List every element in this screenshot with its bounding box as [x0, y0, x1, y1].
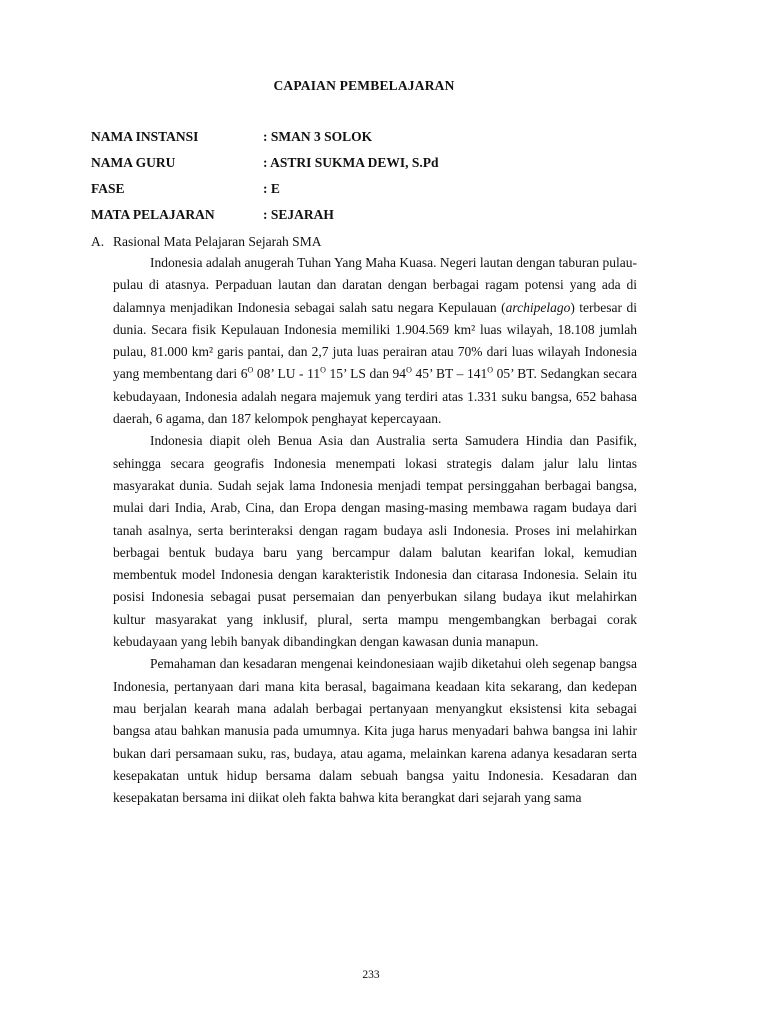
meta-row-guru: [91, 154, 651, 180]
degree-mark: O: [406, 365, 412, 375]
paragraph-1-part: 15’ LS dan 94: [325, 366, 407, 382]
degree-mark: O: [487, 365, 494, 375]
paragraph-3: Pemahaman dan kesadaran mengenai keindonesiaan wajib diketahui oleh segenap bangsa Indonesia, pertanyaan dari mana kita berasal, bagaimana keadaan kita sekarang, dan kedepan mau berjalan kearah mana adalah berbagai pertanyaan menyangkut eksistensi kita sebagai bangsa atau bahkan manusia pada umumnya. Kita juga harus menyadari bahwa bangsa ini lahir bukan dari persamaan suku, ras, budaya, atau agama, melainkan karena adanya kesadaran serta kesepakatan untuk hidup bersama dalam sebuah bangsa yaitu Indonesia. Kesadaran dan kesepakatan bersama ini diikat oleh fakta bahwa kita berangkat dari sejarah yang sama: [113, 656, 637, 806]
degree-mark: O: [247, 365, 254, 375]
meta-row-fase: [91, 180, 651, 206]
paragraph-1: [113, 252, 637, 430]
paragraph-1-part: Indonesia adalah anugerah Tuhan Yang Maha Kuasa. Negeri lautan dengan taburan pulau-pulau di atasnya. Perpaduan lautan dan daratan dengan berbagai ragam potensi yang ada di dalamnya menjadikan Indonesia sebagai salah satu negara Kepulauan (: [113, 255, 637, 315]
meta-label: FASE: [91, 181, 125, 196]
meta-label: NAMA INSTANSI: [91, 129, 199, 144]
meta-row-instansi: [91, 128, 651, 154]
body-text: [113, 252, 637, 809]
meta-value: : E: [263, 181, 280, 196]
paragraph-2: Indonesia diapit oleh Benua Asia dan Australia serta Samudera Hindia dan Pasifik, sehingga secara geografis Indonesia menempati lokasi strategis dalam jalur lalu lintas masyarakat dunia. Sudah sejak lama Indonesia menjadi tempat persinggahan berbagai bangsa, mulai dari India, Arab, Cina, dan Eropa dengan masing-masing membawa ragam budaya dari tanah asalnya, serta berinteraksi dengan ragam budaya asli Indonesia. Proses ini melahirkan berbagai bentuk budaya baru yang bercampur dalam balutan kearifan lokal, kemudian membentuk model Indonesia dengan karakteristik Indonesia dan citarasa Indonesia. Selain itu posisi Indonesia sebagai pusat persemaian dan penyerbukan silang budaya ikut melahirkan kultur masyarakat yang inklusif, plural, serta mampu mengembangkan berbagai corak kebudayaan yang lebih banyak dibandingkan dengan kawasan dunia manapun.: [113, 433, 637, 650]
meta-value: : ASTRI SUKMA DEWI, S.Pd: [263, 155, 439, 170]
identity-block: [91, 128, 651, 232]
paragraph-1-part: 05’ BT. Sedangkan secara kebudayaan, Indonesia adalah negara majemuk yang terdiri atas 1.331 suku bangsa, 652 bahasa daerah, 6 agama, dan 187 kelompok penghayat kepercayaan.: [113, 366, 637, 427]
section-title: Rasional Mata Pelajaran Sejarah SMA: [113, 234, 322, 249]
meta-label: MATA PELAJARAN: [91, 207, 215, 222]
degree-mark: O: [320, 365, 326, 375]
paragraph-1-part: 08’ LU - 11: [253, 366, 321, 382]
paragraph-1-part: ) terbesar di dunia. Secara fisik Kepulauan Indonesia memiliki 1.904.569 km² luas wilayah, 18.108 jumlah pulau, 81.000 km² garis pantai, dan 2,7 juta luas perairan atau 70% dari luas wilayah Indonesia yang membentang dari 6: [113, 299, 637, 382]
emphasis-archipelago: archipelago: [505, 299, 571, 315]
section-heading: [91, 233, 321, 251]
page-number: 233: [362, 969, 380, 981]
section-marker: A.: [91, 234, 105, 249]
meta-value: : SEJARAH: [263, 207, 334, 222]
paragraph-1-part: 45’ BT – 141: [411, 366, 488, 382]
meta-row-mapel: [91, 206, 651, 232]
page-title: CAPAIAN PEMBELAJARAN: [273, 78, 455, 93]
meta-label: NAMA GURU: [91, 155, 176, 170]
meta-value: : SMAN 3 SOLOK: [263, 129, 373, 144]
